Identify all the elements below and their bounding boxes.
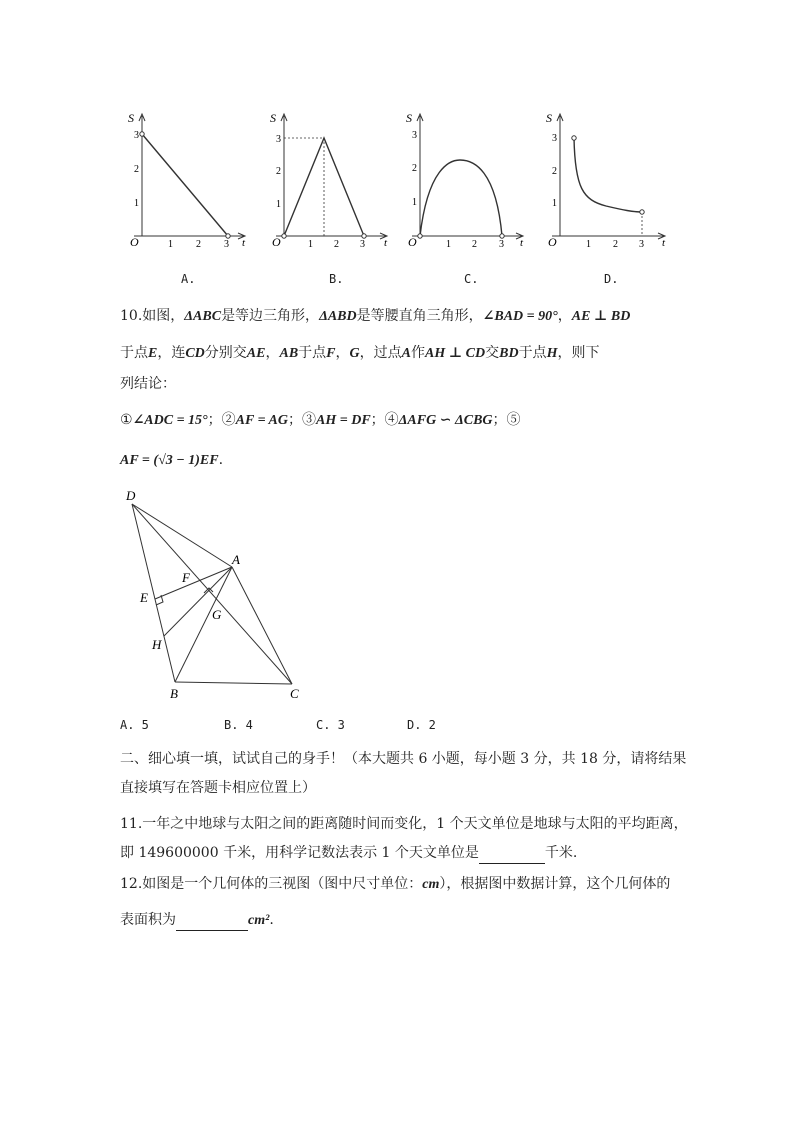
q10-tri-abd: ΔABD — [319, 309, 357, 324]
q11-text: 千米. — [544, 845, 578, 861]
x-tick-2: 2 — [472, 239, 477, 248]
fig-label-b: B — [170, 686, 178, 701]
graph-b-start-point — [282, 234, 286, 238]
q10-line-2 — [120, 343, 599, 364]
q10-conclusion-2: AF = AG — [235, 413, 288, 428]
q12-text: 12.如图是一个几何体的三视图（图中尺寸单位： — [120, 876, 423, 892]
q10-bd: BD — [499, 346, 519, 361]
q10-point-f: F — [326, 346, 336, 361]
y-tick-3: 3 — [134, 130, 139, 141]
q10-text: ，连 — [157, 345, 186, 361]
graph-label-d: D. — [604, 272, 619, 286]
graph-d-curve — [574, 138, 642, 212]
q10-cd: CD — [185, 346, 205, 361]
q10-conclusion-1: ∠ADC = 15° — [132, 413, 208, 428]
q10-text: 于点 — [518, 345, 547, 361]
q10-tri-abc: ΔABC — [184, 309, 222, 324]
origin-label: O — [130, 235, 139, 248]
graph-label-a: A. — [181, 272, 196, 286]
q10-text: ， — [265, 345, 280, 361]
q10-text: 于点 — [298, 345, 327, 361]
x-tick-3: 3 — [224, 239, 229, 248]
axis-label-t: t — [662, 237, 666, 248]
q10-point-a: A — [401, 346, 411, 361]
q10-conclusions — [120, 410, 521, 431]
graph-c — [398, 108, 528, 248]
x-tick-3: 3 — [360, 239, 365, 248]
graph-c-end-point — [500, 234, 504, 238]
axis-label-s: S — [128, 111, 134, 125]
q10-text: ；④ — [370, 412, 399, 428]
q10-text: 于点 — [120, 345, 148, 361]
graph-a-line — [142, 134, 228, 236]
q10-text: ① — [120, 412, 133, 428]
y-tick-1: 1 — [552, 198, 557, 209]
section2-title: 二、细心填一填，试试自己的身手！ — [120, 751, 344, 767]
y-tick-1: 1 — [276, 199, 281, 210]
y-tick-1: 1 — [134, 198, 139, 209]
x-tick-1: 1 — [586, 239, 591, 248]
q10-text: ，则下 — [557, 345, 600, 361]
q12-text: ），根据图中数据计算，这个几何体的 — [439, 876, 671, 892]
x-tick-1: 1 — [308, 239, 313, 248]
q10-text: 交 — [485, 345, 500, 361]
q10-text: ，过点 — [359, 345, 402, 361]
origin-label: O — [548, 235, 557, 248]
q10-line-3: 列结论： — [120, 376, 176, 392]
q10-option-b: B. 4 — [224, 718, 253, 732]
q10-conclusion-5-line — [120, 450, 223, 471]
q10-ab: AB — [279, 346, 299, 361]
segment-ha — [164, 567, 232, 636]
q11-text: 即 149600000 千米，用科学记数法表示 1 个天文单位是 — [120, 845, 479, 861]
q10-text: ；⑤ — [492, 412, 521, 428]
section2-heading — [120, 749, 686, 769]
segment-ea — [155, 567, 232, 599]
q10-text: ；③ — [288, 412, 316, 428]
q10-conclusion-3: AH = DF — [316, 413, 371, 428]
q10-option-d: D. 2 — [407, 718, 436, 732]
y-tick-2: 2 — [552, 166, 557, 177]
x-tick-2: 2 — [334, 239, 339, 248]
origin-label: O — [408, 235, 417, 248]
q10-conclusion-5: AF = (√3 − 1)EF — [120, 453, 219, 468]
section2-note: （本大题共 6 小题，每小题 3 分，共 18 分，请将结果 — [344, 751, 687, 767]
q10-option-c: C. 3 — [316, 718, 345, 732]
q10-text: ， — [335, 345, 350, 361]
graph-a-start-point — [140, 132, 144, 136]
segment-ac — [232, 567, 292, 684]
q10-text: . — [218, 452, 224, 468]
q11-line-2 — [120, 843, 577, 864]
segment-da — [132, 504, 232, 567]
graph-d — [538, 108, 670, 248]
q12-line-2 — [120, 910, 274, 931]
q12-text: 表面积为 — [120, 912, 176, 928]
q10-text: ；② — [207, 412, 236, 428]
x-tick-3: 3 — [499, 239, 504, 248]
axis-label-t: t — [520, 237, 524, 248]
fig-label-f: F — [182, 570, 190, 585]
q10-text: 是等腰直角三角形， — [356, 308, 483, 324]
graph-a — [120, 108, 250, 248]
fig-label-d: D — [126, 488, 136, 503]
q10-ae-perp-bd: AE ⊥ BD — [571, 309, 631, 324]
q10-point-g: G — [349, 346, 360, 361]
y-tick-3: 3 — [552, 133, 557, 144]
q10-figure — [112, 484, 322, 706]
q10-point-e: E — [148, 346, 158, 361]
x-tick-1: 1 — [446, 239, 451, 248]
y-tick-2: 2 — [276, 166, 281, 177]
q12-answer-blank[interactable] — [176, 910, 248, 931]
graph-b — [262, 108, 392, 248]
q10-conclusion-4: ΔAFG ∽ ΔCBG — [398, 413, 493, 428]
y-tick-3: 3 — [276, 134, 281, 145]
q10-ae: AE — [246, 346, 266, 361]
x-tick-3: 3 — [639, 239, 644, 248]
axis-label-s: S — [546, 111, 552, 125]
fig-label-g: G — [212, 607, 222, 622]
q10-point-h: H — [546, 346, 558, 361]
q10-ah-perp-cd: AH ⊥ CD — [424, 346, 486, 361]
axis-label-t: t — [242, 237, 246, 248]
graph-b-end-point — [362, 234, 366, 238]
segment-dc — [132, 504, 292, 684]
q10-angle-bad: ∠BAD = 90° — [482, 309, 558, 324]
y-tick-1: 1 — [412, 197, 417, 208]
q12-unit: cm — [422, 877, 440, 892]
origin-label: O — [272, 235, 281, 248]
graph-d-start-point — [572, 136, 576, 140]
q10-text: 10.如图， — [120, 308, 185, 324]
fig-label-e: E — [140, 590, 148, 605]
graph-label-c: C. — [464, 272, 479, 286]
graph-label-b: B. — [329, 272, 344, 286]
fig-label-c: C — [290, 686, 299, 701]
q10-text: 是等边三角形， — [221, 308, 320, 324]
q10-option-a: A. 5 — [120, 718, 149, 732]
fig-label-h: H — [152, 637, 162, 652]
graph-c-curve — [420, 160, 502, 236]
fig-label-a: A — [232, 552, 240, 567]
segment-bc — [175, 682, 292, 684]
x-tick-2: 2 — [613, 239, 618, 248]
y-tick-2: 2 — [412, 163, 417, 174]
q12-text: . — [269, 912, 274, 928]
axis-label-s: S — [270, 111, 276, 125]
q11-answer-blank[interactable] — [479, 843, 545, 864]
graph-d-end-point — [640, 210, 644, 214]
section2-line-2: 直接填写在答题卡相应位置上） — [120, 780, 316, 796]
q11-line-1: 11.一年之中地球与太阳之间的距离随时间而变化，1 个天文单位是地球与太阳的平均距离， — [120, 816, 688, 832]
q10-text: 分别交 — [204, 345, 247, 361]
q12-unit: cm² — [248, 913, 270, 928]
q10-line-1 — [120, 306, 630, 327]
y-tick-3: 3 — [412, 130, 417, 141]
q10-text: ， — [557, 308, 572, 324]
graph-a-end-point — [226, 234, 230, 238]
y-tick-2: 2 — [134, 164, 139, 175]
x-tick-2: 2 — [196, 239, 201, 248]
graph-c-start-point — [418, 234, 422, 238]
x-tick-1: 1 — [168, 239, 173, 248]
q10-text: 作 — [410, 345, 425, 361]
axis-label-s: S — [406, 111, 412, 125]
axis-label-t: t — [384, 237, 388, 248]
q12-line-1 — [120, 874, 670, 895]
